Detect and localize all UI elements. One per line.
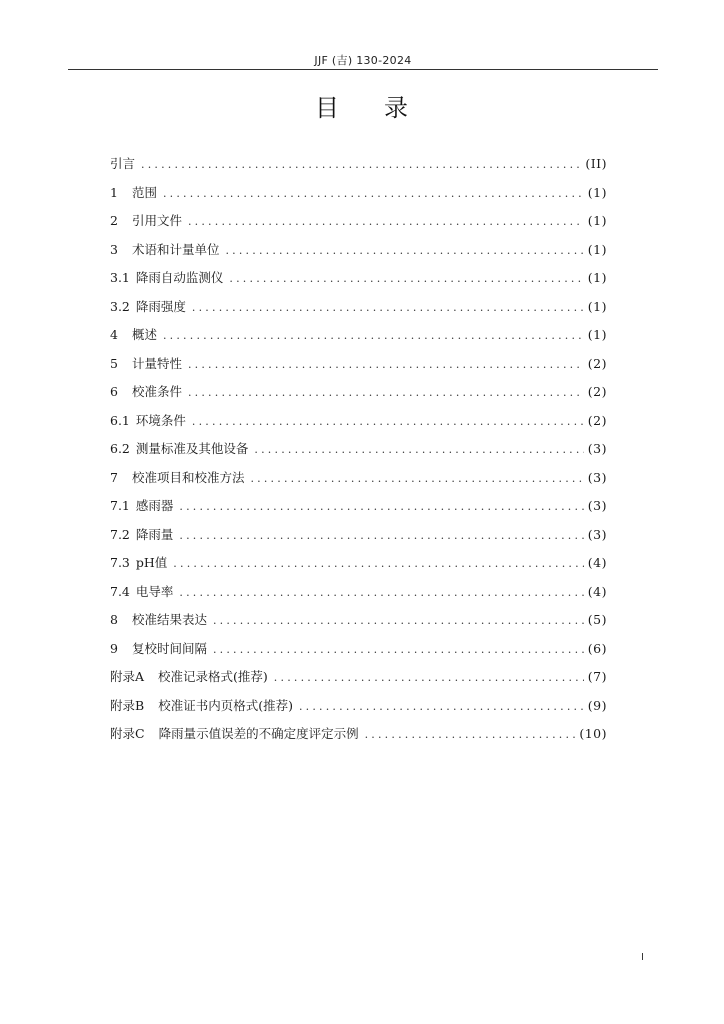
toc-entry-page: (2) <box>587 384 607 399</box>
toc-entry-page: (3) <box>587 526 607 542</box>
toc-entry[interactable] <box>110 378 607 407</box>
toc-entry-number: 2 <box>110 213 118 228</box>
toc-entry-title: 计量特性 <box>131 355 182 371</box>
toc-entry-page: (9) <box>587 697 607 713</box>
toc-entry-number: 附录A <box>110 669 145 684</box>
toc-entry-number: 3.1 <box>110 270 130 285</box>
toc-leader-dots <box>179 493 583 522</box>
toc-entry-title: 校准记录格式(推荐) <box>158 669 268 684</box>
toc-entry[interactable] <box>110 692 607 721</box>
toc-entry[interactable] <box>110 264 607 293</box>
toc-entry-title: 降雨量示值误差的不确定度评定示例 <box>158 726 359 741</box>
toc-leader-dots <box>188 379 584 408</box>
toc-entry-number: 7.1 <box>110 498 130 513</box>
toc-entry-number: 3 <box>110 241 118 257</box>
toc-entry-title: 术语和计量单位 <box>131 241 220 257</box>
toc-entry-page: (10) <box>579 726 607 741</box>
toc-entry-number: 6 <box>110 384 118 399</box>
toc-entry-title: 引用文件 <box>131 213 182 228</box>
toc-entry-page: (1) <box>587 327 607 342</box>
toc-entry-title: 概述 <box>131 327 157 342</box>
toc-leader-dots <box>274 664 584 693</box>
toc-entry[interactable] <box>110 606 607 635</box>
toc-entry-number: 9 <box>110 640 118 656</box>
toc-entry-number: 附录B <box>110 697 145 713</box>
toc-entry-page: (II) <box>585 156 607 171</box>
toc-leader-dots <box>179 522 583 551</box>
toc-entry-title: 校准条件 <box>131 384 182 399</box>
toc-entry-title: 电导率 <box>135 583 174 599</box>
toc-entry-page: (2) <box>587 412 607 428</box>
toc-entry-page: (1) <box>587 241 607 257</box>
toc-leader-dots <box>192 294 584 323</box>
toc-entry-title: 复校时间间隔 <box>131 640 207 656</box>
toc-entry-title: 测量标准及其他设备 <box>135 441 249 456</box>
toc-entry-title: 范围 <box>131 184 157 200</box>
toc-entry-number: 7.4 <box>110 583 130 599</box>
toc-entry[interactable] <box>110 150 607 179</box>
toc-entry-title: 降雨自动监测仪 <box>135 270 224 285</box>
toc-entry-number: 6.1 <box>110 412 130 428</box>
toc-leader-dots <box>141 151 581 180</box>
table-of-contents <box>110 150 607 749</box>
page-number: I <box>641 952 644 963</box>
toc-leader-dots <box>163 180 584 209</box>
toc-entry-title: 降雨量 <box>135 526 174 542</box>
toc-leader-dots <box>229 265 583 294</box>
toc-entry-page: (1) <box>587 184 607 200</box>
toc-leader-dots <box>188 351 584 380</box>
page-title <box>0 88 724 123</box>
toc-entry[interactable] <box>110 321 607 350</box>
toc-entry-page: (3) <box>587 441 607 456</box>
toc-entry-page: (4) <box>587 583 607 599</box>
toc-entry[interactable] <box>110 635 607 664</box>
toc-leader-dots <box>179 579 583 608</box>
toc-entry[interactable] <box>110 207 607 236</box>
toc-entry-title: 引言 <box>110 156 136 171</box>
toc-entry[interactable] <box>110 464 607 493</box>
toc-entry-page: (7) <box>587 669 607 684</box>
toc-leader-dots <box>254 436 583 465</box>
toc-entry[interactable] <box>110 492 607 521</box>
toc-entry-page: (4) <box>587 555 607 570</box>
toc-entry[interactable] <box>110 521 607 550</box>
running-header: JJF (吉) 130-2024 <box>314 54 412 67</box>
toc-entry[interactable] <box>110 179 607 208</box>
toc-leader-dots <box>188 208 584 237</box>
toc-entry-title: 校准项目和校准方法 <box>131 469 245 485</box>
toc-entry-number: 附录C <box>110 726 145 741</box>
toc-leader-dots <box>250 465 583 494</box>
toc-leader-dots <box>213 636 584 665</box>
toc-entry-number: 7.2 <box>110 526 130 542</box>
toc-leader-dots <box>225 237 583 266</box>
toc-leader-dots <box>192 408 584 437</box>
toc-entry[interactable] <box>110 293 607 322</box>
toc-entry-page: (6) <box>587 640 607 656</box>
toc-entry-title: pH值 <box>135 555 168 570</box>
toc-entry[interactable] <box>110 236 607 265</box>
toc-leader-dots <box>173 550 583 579</box>
toc-entry-number: 7 <box>110 469 118 485</box>
toc-entry[interactable] <box>110 578 607 607</box>
toc-entry-title: 感雨器 <box>135 498 174 513</box>
toc-entry-page: (1) <box>587 298 607 314</box>
toc-leader-dots <box>213 607 584 636</box>
toc-entry[interactable] <box>110 549 607 578</box>
toc-entry-page: (1) <box>587 270 607 285</box>
toc-entry-page: (3) <box>587 469 607 485</box>
toc-entry-page: (5) <box>587 612 607 627</box>
title-char-2: 录 <box>384 94 409 122</box>
toc-entry-number: 6.2 <box>110 441 130 456</box>
toc-entry[interactable] <box>110 435 607 464</box>
toc-entry-number: 7.3 <box>110 555 130 570</box>
toc-entry-title: 环境条件 <box>135 412 186 428</box>
toc-entry[interactable] <box>110 720 607 749</box>
toc-leader-dots <box>365 721 576 750</box>
header-rule <box>68 69 658 70</box>
toc-entry-page: (1) <box>587 213 607 228</box>
toc-entry-page: (2) <box>587 355 607 371</box>
toc-leader-dots <box>299 693 584 722</box>
toc-entry-title: 降雨强度 <box>135 298 186 314</box>
toc-entry-number: 4 <box>110 327 118 342</box>
toc-entry-number: 5 <box>110 355 118 371</box>
toc-leader-dots <box>163 322 584 351</box>
toc-entry-number: 3.2 <box>110 298 130 314</box>
toc-entry-title: 校准证书内页格式(推荐) <box>158 697 293 713</box>
toc-entry-number: 8 <box>110 612 118 627</box>
toc-entry[interactable] <box>110 663 607 692</box>
toc-entry-title: 校准结果表达 <box>131 612 207 627</box>
toc-entry[interactable] <box>110 350 607 379</box>
toc-entry-number: 1 <box>110 184 118 200</box>
title-char-1: 目 <box>315 94 340 122</box>
toc-entry[interactable] <box>110 407 607 436</box>
toc-entry-page: (3) <box>587 498 607 513</box>
